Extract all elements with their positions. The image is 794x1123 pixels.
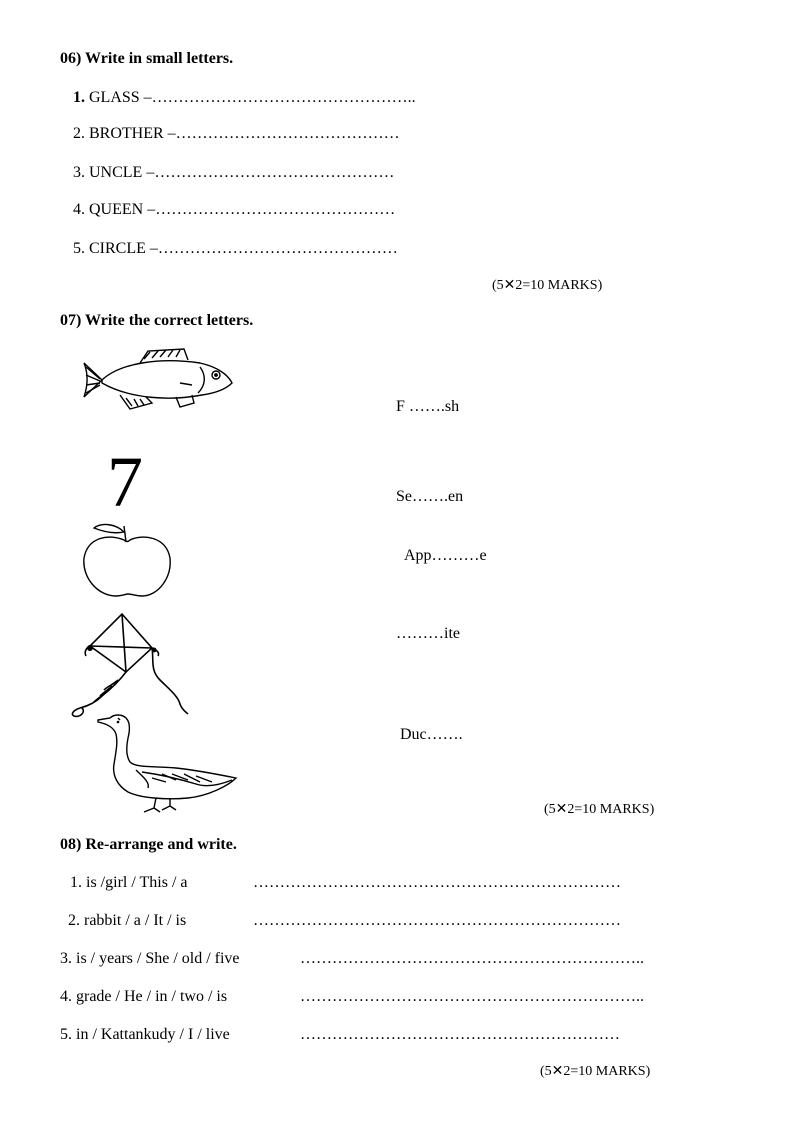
section-08-heading: 08) Re-arrange and write. xyxy=(60,836,237,853)
section-06-heading: 06) Write in small letters. xyxy=(60,50,234,67)
section-06-item-1 xyxy=(73,89,416,107)
section-08-item-1-words: 1. is /girl / This / a xyxy=(70,874,188,891)
duck-icon xyxy=(96,712,241,816)
section-08-item-3-answer-line: ……………………………………………………….. xyxy=(300,950,644,967)
section-08-marks: (5✕2=10 MARKS) xyxy=(540,1064,651,1079)
fish-word: F …….sh xyxy=(396,398,460,415)
section-08-item-1-answer-line: …………………………………………………………… xyxy=(253,874,621,891)
seven-numeral: 7 xyxy=(107,442,143,522)
section-06-item-4 xyxy=(73,201,395,219)
item-text: CIRCLE –……………………………………… xyxy=(85,240,398,257)
duck-word: Duc……. xyxy=(400,726,463,743)
section-06-marks: (5✕2=10 MARKS) xyxy=(492,278,603,293)
section-07-marks: (5✕2=10 MARKS) xyxy=(544,802,655,817)
section-08-item-2-words: 2. rabbit / a / It / is xyxy=(68,912,187,929)
item-number: 1. xyxy=(73,89,85,106)
section-06-item-5 xyxy=(73,240,398,258)
item-text: UNCLE –……………………………………… xyxy=(85,164,395,181)
item-number: 5. xyxy=(73,240,85,257)
section-08-item-5-answer-line: …………………………………………………… xyxy=(300,1026,620,1043)
apple-icon xyxy=(82,520,172,600)
kite-icon xyxy=(68,610,198,722)
section-06-item-3 xyxy=(73,164,394,182)
section-08-item-4-words: 4. grade / He / in / two / is xyxy=(60,988,228,1005)
item-text: BROTHER –…………………………………… xyxy=(85,125,400,142)
section-06-item-2 xyxy=(73,125,400,143)
seven-word: Se…….en xyxy=(396,488,464,505)
section-08-item-5-words: 5. in / Kattankudy / I / live xyxy=(60,1026,230,1043)
item-text: QUEEN –……………………………………… xyxy=(85,201,396,218)
section-08-item-2-answer-line: …………………………………………………………… xyxy=(253,912,621,929)
item-text: GLASS –………………………………………….. xyxy=(85,89,416,106)
kite-word: ………ite xyxy=(396,625,460,642)
section-08-item-4-answer-line: ……………………………………………………….. xyxy=(300,988,644,1005)
fish-icon xyxy=(80,345,240,415)
item-number: 3. xyxy=(73,164,85,181)
section-08-item-3-words: 3. is / years / She / old / five xyxy=(60,950,240,967)
section-07-heading: 07) Write the correct letters. xyxy=(60,312,254,329)
item-number: 2. xyxy=(73,125,85,142)
apple-word: App………e xyxy=(404,547,487,564)
item-number: 4. xyxy=(73,201,85,218)
